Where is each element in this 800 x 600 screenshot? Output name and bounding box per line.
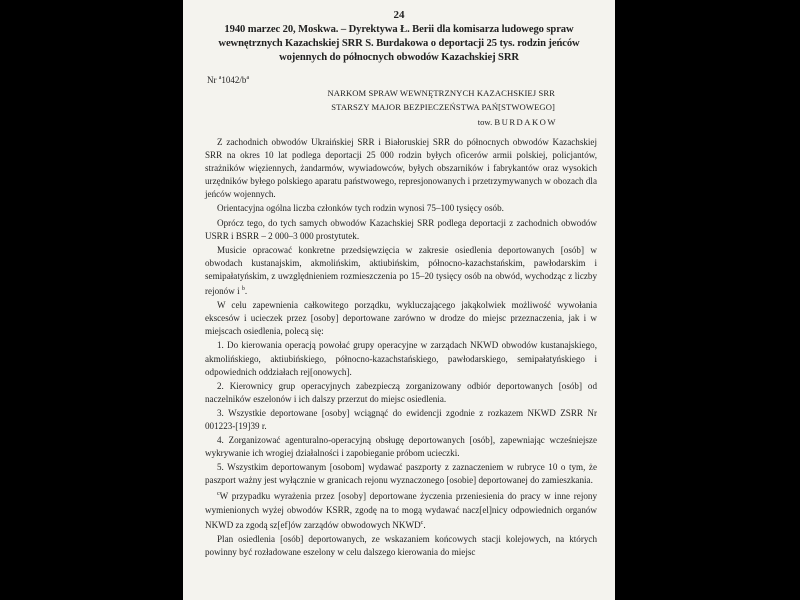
paragraph-text: Musicie opracować konkretne przedsięwzięcia w zakresie osiedlenia deportowanych [osób] w obwodach kustanajskim, akmolińskim, aktiubińskim, północno-kazachstańskim, pawłodarskim i semipałatyńskim, z uwzględnieniem rozmieszczenia po 15–20 tysięcy osób na obwód, wychodząc z liczby rejonów i — [205, 244, 597, 297]
addressee-line-3 — [255, 117, 557, 127]
paragraph — [205, 488, 597, 531]
document-title: 1940 marzec 20, Moskwa. – Dyrektywa Ł. Berii dla komisarza ludowego spraw wewnętrznych Kazachskiej SRR S. Burdakowa o deportacji 25 tys. rodzin jeńców wojennych do północnych obwodów Kazachskiej SRR — [218, 24, 580, 63]
paragraph-text: W celu zapewnienia całkowitego porządku, wykluczającego jakąkolwiek możliwość wywołania ekscesów i ucieczek przez [osoby] deportowane zarówno w drodze do miejsc przeznaczenia, jak i w miejscach osiedlenia, polecą się: — [205, 300, 597, 337]
addressee-line-1: NARKOM SPRAW WEWNĘTRZNYCH KAZACHSKIEJ SRR — [327, 88, 555, 98]
footnote-mark: b — [241, 286, 245, 293]
paragraph-text: 4. Zorganizować agenturalno-operacyjną obsługę deportowanych [osób], zapewniając wcześniejsze wykrywanie ich wrogiej działalności i zapobieganie próbom ucieczki. — [205, 435, 597, 459]
paragraph-text: Z zachodnich obwodów Ukraińskiej SRR i Białoruskiej SRR do północnych obwodów Kazachskiej SRR na okres 10 lat podlega deportacji 25 000 rodzin byłych oficerów armii polskiej, policjantów, strażników więziennych, żandarmów, wywiadowców, byłych obszarników i fabrykantów oraz wysokich urzędników byłego polskiego aparatu państwowego, represjonowanych i przetrzymywanych w obozach dla jeńców wojennych. — [205, 137, 597, 200]
paragraph-text: 5. Wszystkim deportowanym [osobom] wydawać paszporty z zaznaczeniem w rubryce 10 o tym, że paszport ważny jest wyłącznie w granicach rejonu wyznaczonego [osobie] deportowanej do zamieszkania. — [205, 462, 597, 486]
addressee-tow: tow. — [477, 117, 495, 127]
paragraph — [205, 533, 597, 559]
paragraph — [205, 244, 597, 298]
footnote-mark: c — [420, 519, 424, 526]
addressee-line-2: STARSZY MAJOR BEZPIECZEŃSTWA PAŃ[STWOWEGO] — [331, 102, 555, 112]
paragraph-text: 2. Kierownicy grup operacyjnych zabezpieczą zorganizowany odbiór deportowanych [osób] od naczelników eszelonów i ich dalszy przerzut do miejsc osiedlenia. — [205, 380, 597, 404]
paragraph — [205, 202, 597, 215]
paragraph — [205, 380, 597, 406]
paragraph — [205, 434, 597, 460]
nr-number: 1042/b — [221, 75, 247, 85]
paragraph-text: Oprócz tego, do tych samych obwodów Kazachskiej SRR podlega deportacji z zachodnich obwodów USRR i BSRR – 2 000–3 000 prostytutek. — [205, 217, 597, 241]
paragraph-end: . — [423, 519, 426, 530]
nr-prefix: Nr — [207, 75, 219, 85]
document-body — [205, 136, 597, 559]
paragraph — [205, 407, 597, 433]
paragraph-text: 3. Wszystkie deportowane [osoby] wciągnąć do ewidencji zgodnie z rozkazem NKWD ZSRR Nr 001223-[19]39 r. — [205, 407, 597, 431]
paragraph-text: 1. Do kierowania operacją powołać grupy operacyjne w zarządach NKWD obwodów kustanajskiego, akmolińskiego, aktiubińskiego, północno-kazachstańskiego, pawłodarskiego, semipałatyńskiego i odpowiednich oddziałach rej[onowych]. — [205, 340, 597, 377]
paragraph-text: Plan osiedlenia [osób] deportowanych, ze wskazaniem końcowych stacji kolejowych, na których powinny być rozładowane eszelony w celu dalszego kierowania do miejsc — [205, 533, 597, 557]
nr-footnote-b: a — [246, 75, 250, 81]
paragraph — [205, 339, 597, 378]
paragraph — [205, 461, 597, 487]
paragraph — [205, 217, 597, 243]
page-number: 24 — [393, 9, 405, 21]
document-page — [183, 0, 615, 600]
paragraph-end: . — [244, 286, 248, 297]
paragraph — [205, 136, 597, 201]
document-number — [207, 75, 249, 85]
paragraph-text: W przypadku wyrażenia przez [osoby] deportowane życzenia przeniesienia do pracy w inne rejony wymienionych wyżej obwodów KSRR, zgodę na to mogą wydawać nacz[el]nicy odpowiednich organów NKWD za zgodą sz[ef]ów zarządów obwodowych NKWD — [205, 491, 597, 530]
footnote-mark: c — [217, 491, 220, 498]
nr-footnote-a: a — [218, 75, 222, 81]
paragraph — [205, 299, 597, 338]
paragraph-text: Orientacyjna ogólna liczba członków tych rodzin wynosi 75–100 tysięcy osób. — [217, 203, 504, 214]
addressee-name: BURDAKOW — [494, 117, 557, 127]
